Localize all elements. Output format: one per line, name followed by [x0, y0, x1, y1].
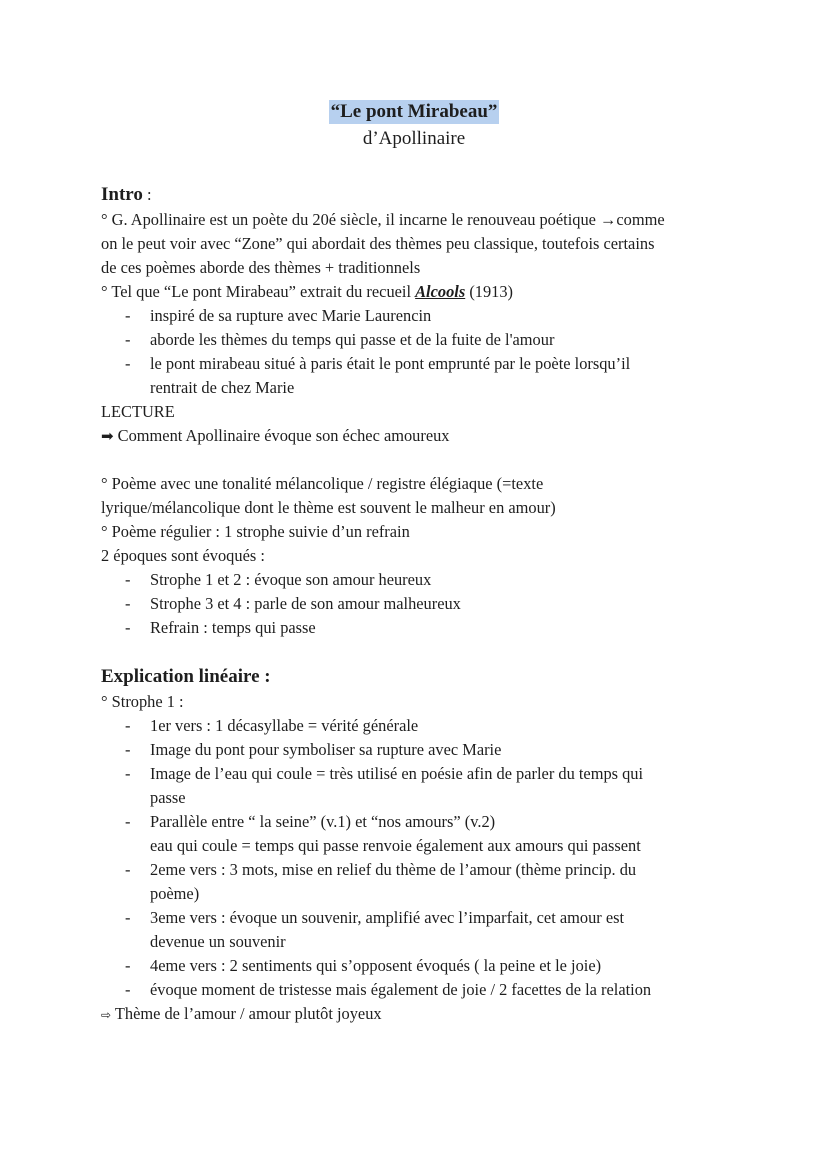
- text-line: ° Poème avec une tonalité mélancolique / registre élégiaque (=texte: [101, 474, 544, 493]
- question-text: Comment Apollinaire évoque son échec amoureux: [113, 426, 450, 445]
- text-line: de ces poèmes aborde des thèmes + traditionnels: [101, 258, 421, 277]
- list-item-text: Parallèle entre “ la seine” (v.1) et “nos amours” (v.2): [150, 812, 496, 831]
- text-line: lyrique/mélancolique dont le thème est souvent le malheur en amour): [101, 498, 556, 517]
- intro-heading-line: [101, 182, 731, 208]
- list-item-continuation: [101, 786, 731, 810]
- list-item-text: 4eme vers : 2 sentiments qui s’opposent évoqués ( la peine et le joie): [150, 956, 602, 975]
- list-item-text: le pont mirabeau situé à paris était le pont emprunté par le poète lorsqu’il: [150, 354, 631, 373]
- intro-heading: Intro: [101, 184, 143, 205]
- list-item-text: évoque moment de tristesse mais également de joie / 2 facettes de la relation: [150, 980, 652, 999]
- list-item: - évoque moment de tristesse mais également de joie / 2 facettes de la relation: [125, 980, 652, 999]
- list-item-text: aborde les thèmes du temps qui passe et de la fuite de l'amour: [150, 330, 555, 349]
- list-item: - Parallèle entre “ la seine” (v.1) et “nos amours” (v.2): [125, 812, 496, 831]
- lecture-label: LECTURE: [101, 402, 175, 421]
- page-subtitle: d’Apollinaire: [362, 128, 466, 149]
- explication-heading: Explication linéaire :: [101, 666, 271, 687]
- list-item-continuation: [101, 930, 731, 954]
- list-item-text: 2eme vers : 3 mots, mise en relief du thème de l’amour (thème princip. du: [150, 860, 637, 879]
- list-item-text: devenue un souvenir: [150, 932, 286, 951]
- list-item-text: passe: [150, 788, 186, 807]
- list-item: - Strophe 3 et 4 : parle de son amour malheureux: [125, 594, 461, 613]
- intro-heading-colon: :: [142, 185, 152, 204]
- title-block: [0, 100, 828, 154]
- list-item: - le pont mirabeau situé à paris était le pont emprunté par le poète lorsqu’il: [125, 354, 631, 373]
- list-item-continuation: [101, 834, 731, 858]
- text-span: ° Tel que “Le pont Mirabeau” extrait du recueil: [101, 282, 416, 301]
- list-item-text: 1er vers : 1 décasyllabe = vérité générale: [150, 716, 419, 735]
- list-item-text: poème): [150, 884, 200, 903]
- page-title[interactable]: “Le pont Mirabeau”: [330, 101, 498, 122]
- text-line: [101, 280, 731, 304]
- book-title: Alcools: [415, 282, 466, 301]
- conclusion-line: [101, 1002, 731, 1027]
- list-item: - 1er vers : 1 décasyllabe = vérité générale: [125, 716, 419, 735]
- list-item-text: inspiré de sa rupture avec Marie Laurencin: [150, 306, 432, 325]
- list-item: - Refrain : temps qui passe: [125, 618, 316, 637]
- text-line: ° G. Apollinaire est un poète du 20é siècle, il incarne le renouveau poétique →comme: [101, 210, 665, 229]
- text-span: (1913): [465, 282, 514, 301]
- question-line: [101, 424, 731, 448]
- document-body: [101, 182, 731, 1027]
- list-item: - 3eme vers : évoque un souvenir, amplifié avec l’imparfait, cet amour est: [125, 908, 625, 927]
- list-item: - Image de l’eau qui coule = très utilisé en poésie afin de parler du temps qui: [125, 764, 644, 783]
- list-item-text: Refrain : temps qui passe: [150, 618, 316, 637]
- strophe-label: ° Strophe 1 :: [101, 692, 184, 711]
- list-item-text: eau qui coule = temps qui passe renvoie également aux amours qui passent: [150, 836, 641, 855]
- outline-arrow-icon: ⇨: [101, 1008, 112, 1022]
- list-item-continuation: [101, 882, 731, 906]
- spacer: [101, 448, 731, 472]
- list-item-text: Image du pont pour symboliser sa rupture avec Marie: [150, 740, 502, 759]
- list-item: - 2eme vers : 3 mots, mise en relief du thème de l’amour (thème princip. du: [125, 860, 637, 879]
- list-item-continuation: [101, 376, 731, 400]
- spacer: [101, 640, 731, 664]
- list-item: - Image du pont pour symboliser sa rupture avec Marie: [125, 740, 502, 759]
- conclusion-text: Thème de l’amour / amour plutôt joyeux: [111, 1004, 382, 1023]
- list-item-text: Strophe 3 et 4 : parle de son amour malheureux: [150, 594, 461, 613]
- text-line: 2 époques sont évoqués :: [101, 546, 265, 565]
- list-item-text: Strophe 1 et 2 : évoque son amour heureux: [150, 570, 432, 589]
- list-item: - inspiré de sa rupture avec Marie Laurencin: [125, 306, 432, 325]
- text-line: on le peut voir avec “Zone” qui abordait des thèmes peu classique, toutefois certains: [101, 234, 655, 253]
- list-item-text: rentrait de chez Marie: [150, 378, 295, 397]
- list-item-text: Image de l’eau qui coule = très utilisé en poésie afin de parler du temps qui: [150, 764, 644, 783]
- list-item: - 4eme vers : 2 sentiments qui s’opposent évoqués ( la peine et le joie): [125, 956, 602, 975]
- list-item: - Strophe 1 et 2 : évoque son amour heureux: [125, 570, 432, 589]
- text-line: ° Poème régulier : 1 strophe suivie d’un refrain: [101, 522, 410, 541]
- list-item: - aborde les thèmes du temps qui passe et de la fuite de l'amour: [125, 330, 555, 349]
- right-arrow-icon: ➡: [101, 427, 114, 445]
- list-item-text: 3eme vers : évoque un souvenir, amplifié avec l’imparfait, cet amour est: [150, 908, 625, 927]
